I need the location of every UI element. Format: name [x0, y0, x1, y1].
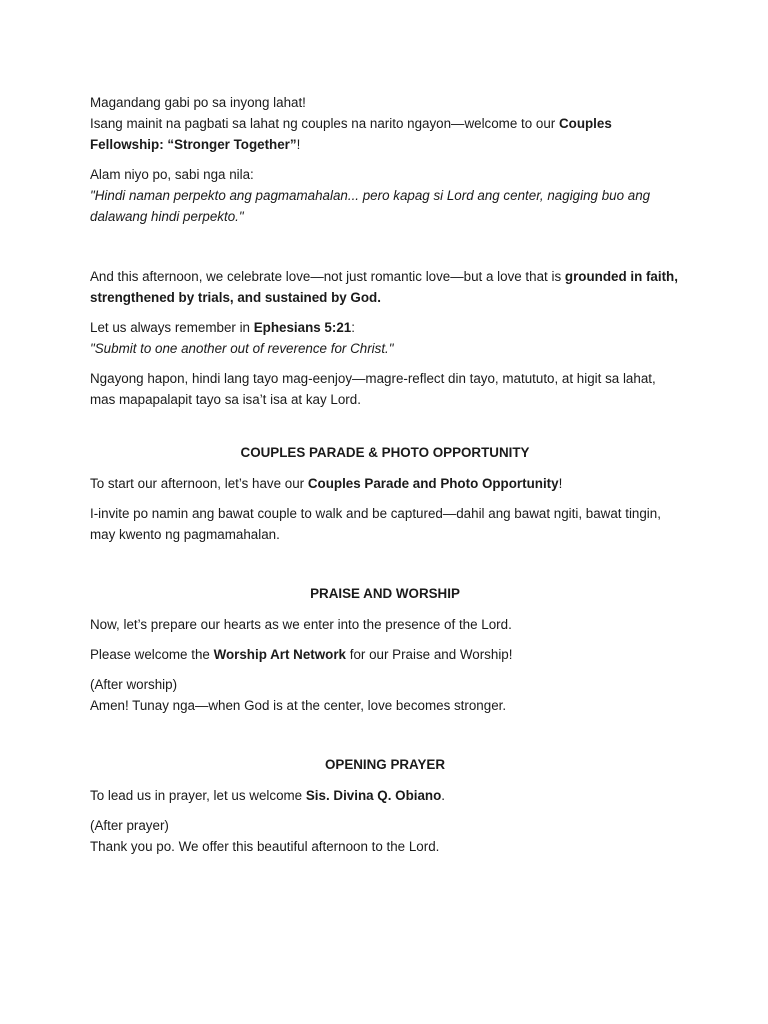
worship-welcome-text: Please welcome the — [90, 647, 214, 662]
worship-welcome-emphasis: Worship Art Network — [213, 647, 346, 662]
welcome-paragraph — [90, 92, 680, 155]
reflect-text: Ngayong hapon, hindi lang tayo mag-eenjoy—magre-reflect din tayo, matututo, at higit sa lahat, mas mapapalapit tayo sa isa’t isa at kay Lord. — [90, 371, 656, 407]
event-name: Couples Fellowship: “Stronger Together” — [90, 116, 612, 152]
worship-prepare-text: Now, let’s prepare our hearts as we enter into the presence of the Lord. — [90, 617, 512, 632]
intro-end: ! — [296, 137, 301, 152]
parade-start-text: To start our afternoon, let’s have our — [90, 476, 308, 491]
parade-invite-paragraph — [90, 503, 680, 545]
worship-after-text: Amen! Tunay nga—when God is at the center, love becomes stronger. — [90, 698, 507, 713]
verse-reference: Ephesians 5:21 — [253, 320, 352, 335]
worship-welcome-paragraph — [90, 644, 680, 665]
greeting-text: Magandang gabi po sa inyong lahat! — [90, 95, 306, 110]
celebrate-text: And this afternoon, we celebrate love—not just romantic love—but a love that is — [90, 269, 565, 284]
saying-quote: "Hindi naman perpekto ang pagmamahalan... pero kapag si Lord ang center, nagiging buo ang dalawang hindi perpekto." — [90, 188, 651, 224]
saying-lead: Alam niyo po, sabi nga nila: — [90, 167, 254, 182]
verse-quote: "Submit to one another out of reverence for Christ." — [90, 341, 394, 356]
parade-heading: COUPLES PARADE & PHOTO OPPORTUNITY — [240, 445, 530, 460]
worship-prepare-paragraph — [90, 614, 680, 635]
intro-text: Isang mainit na pagbati sa lahat ng couples na narito ngayon—welcome to our — [90, 116, 559, 131]
parade-invite-text: I-invite po namin ang bawat couple to walk and be captured—dahil ang bawat ngiti, bawat tingin, may kwento ng pagmamahalan. — [90, 506, 661, 542]
prayer-lead-text: To lead us in prayer, let us welcome — [90, 788, 306, 803]
worship-after-paragraph — [90, 674, 680, 716]
celebrate-paragraph — [90, 266, 680, 308]
document-page — [90, 92, 680, 866]
verse-paragraph — [90, 317, 680, 359]
worship-welcome-end: for our Praise and Worship! — [346, 647, 513, 662]
verse-colon: : — [351, 320, 355, 335]
prayer-after-paragraph — [90, 815, 680, 857]
parade-start-paragraph — [90, 473, 680, 494]
prayer-heading: OPENING PRAYER — [324, 757, 446, 772]
reflect-paragraph — [90, 368, 680, 410]
worship-after-label: (After worship) — [90, 677, 178, 692]
parade-start-end: ! — [558, 476, 563, 491]
prayer-lead-paragraph — [90, 785, 680, 806]
saying-paragraph — [90, 164, 680, 227]
worship-heading: PRAISE AND WORSHIP — [310, 586, 460, 601]
parade-start-emphasis: Couples Parade and Photo Opportunity — [307, 476, 559, 491]
prayer-after-label: (After prayer) — [90, 818, 169, 833]
prayer-lead-end: . — [441, 788, 446, 803]
prayer-lead-emphasis: Sis. Divina Q. Obiano — [305, 788, 442, 803]
prayer-after-text: Thank you po. We offer this beautiful afternoon to the Lord. — [90, 839, 440, 854]
verse-lead: Let us always remember in — [90, 320, 254, 335]
celebrate-emphasis: grounded in faith, strengthened by trials, and sustained by God. — [90, 269, 678, 305]
